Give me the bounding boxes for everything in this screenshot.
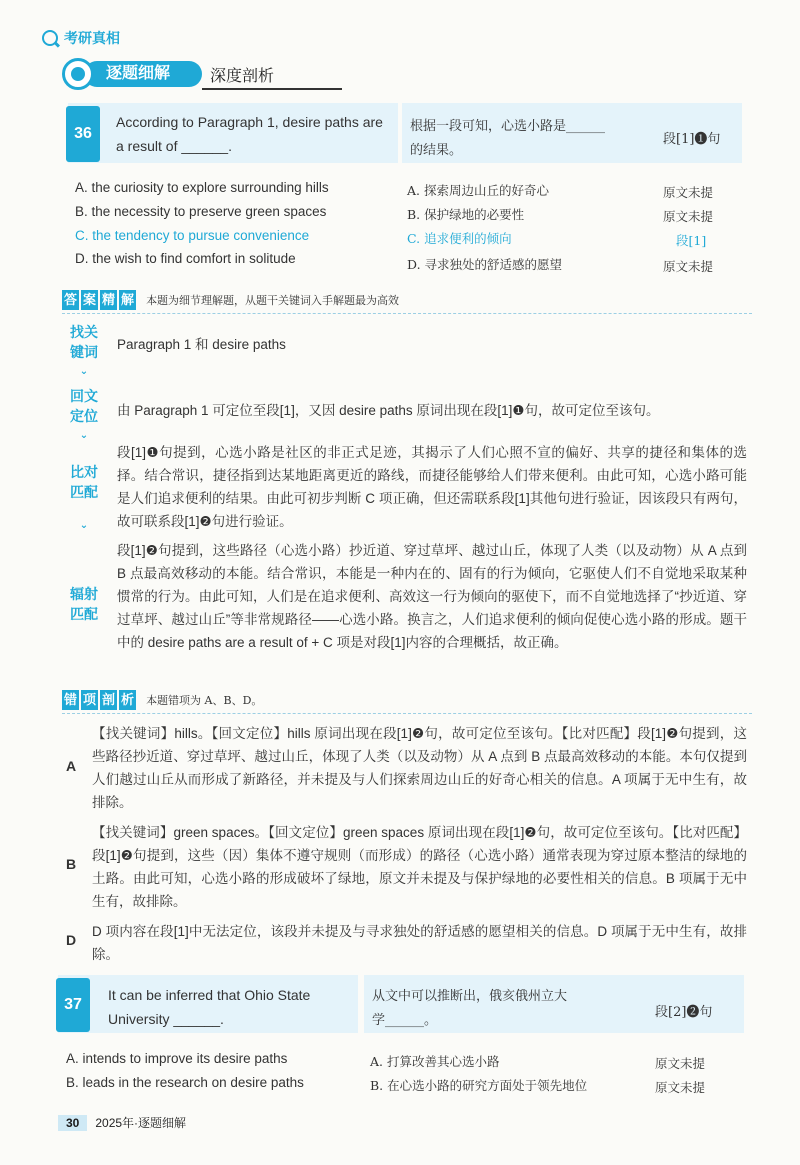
q36-stem-cn-line2: 的结果。: [410, 143, 463, 158]
step-locate-text: 由 Paragraph 1 可定位至段[1]，又因 desire paths 原词出现在段[1]❶句，故可定位至该句。: [117, 403, 660, 418]
error-d-text: D 项内容在段[1]中无法定位，该段并未提及与寻求独处的舒适感的愿望相关的信息。D 项属于无中生有，故排除。: [92, 924, 747, 962]
q37-option-b-cn: B. 在心选小路的研究方面处于领先地位: [370, 1078, 588, 1093]
step-locate-label: 回文 定位 ⌄: [68, 386, 100, 446]
chevron-down-icon: ⌄: [79, 366, 89, 377]
q36-option-b-cn: B. 保护绿地的必要性: [407, 207, 525, 222]
q37-option-a-en: A. intends to improve its desire paths: [66, 1051, 288, 1066]
answer-divider: [62, 313, 752, 314]
q37-option-a-note: 原文未提: [655, 1056, 706, 1071]
chevron-down-icon: ⌄: [79, 520, 89, 531]
error-a-text: 【找关键词】hills。【回文定位】hills 原词出现在段[1]❷句，故可定位至该句。【比对匹配】段[1]❷句提到，这些路径抄近道、穿过草坪、越过山丘，体现了人类（以及动物）从 A 点到 B 点最高效移动的本能。本句仅提到人们越过山丘从而形成了新路径，并未提及与人们探索周边山丘的好奇心相关的信息。A 项属于无中生有，故排除。: [92, 726, 747, 810]
answer-tag-4: 解: [119, 290, 136, 310]
q37-option-b-en: B. leads in the research on desire paths: [66, 1075, 304, 1090]
q37-stem-en-line2: University ______.: [108, 1011, 224, 1027]
footer-text: 2025年·逐题细解: [95, 1116, 187, 1130]
brand-header: [42, 28, 120, 48]
step-radiate-text: 段[1]❷句提到，这些路径（心选小路）抄近道、穿过草坪、越过山丘，体现了人类（以及动物）从 A 点到 B 点最高效移动的本能。结合常识，本能是一种内在的、固有的行为倾向，它驱使人们不自觉地采取某种惯常的行为。由此可知，人们是在追求便利、高效这一行为倾向的驱使下，而不自觉地选择了“抄近道、穿过草坪、越过山丘”等非常规路径——心选小路。换言之，人们追求便利的倾向促使心选小路的形成。题干中的 desire paths are a result of + C 项是对段[1]内容的合理概括，故正确。: [117, 543, 747, 650]
q36-stem-en-line2: a result of ______.: [116, 138, 232, 154]
q36-locator: 段[1]❶句: [663, 132, 721, 147]
page-footer: [58, 1114, 186, 1131]
q36-number: 36: [66, 106, 100, 162]
errors-tag-2: 项: [81, 690, 98, 710]
q37-locator: 段[2]❷句: [655, 1005, 713, 1020]
step-match-label: 比对 匹配 ⌄: [68, 462, 100, 536]
q36-option-a-en: A. the curiosity to explore surrounding hills: [75, 180, 329, 195]
q37-stem-cn-line1: 从文中可以推断出，俄亥俄州立大: [372, 989, 568, 1004]
step-keyword-text: Paragraph 1 和 desire paths: [117, 337, 286, 352]
step-keyword-label: 找关 键词 ⌄: [68, 322, 100, 382]
magnifier-icon: [62, 58, 94, 90]
errors-divider: [62, 713, 752, 714]
search-icon: [42, 30, 58, 46]
error-b-text: 【找关键词】green spaces。【回文定位】green spaces 原词出现在段[1]❷句，故可定位至该句。【比对匹配】段[1]❷句提到，这些（因）集体不遵守规则（而形成）的路径（心选小路）通常表现为穿过原本整洁的绿地的土路。由此可知，心选小路的形成破坏了绿地，原文并未提及与保护绿地的必要性相关的信息。B 项属于无中生有，故排除。: [92, 825, 747, 909]
q37-stem-en-line1: It can be inferred that Ohio State: [108, 987, 311, 1003]
banner-title: 逐题细解: [84, 61, 202, 87]
answer-tag-1: 答: [62, 290, 79, 310]
q36-stem-en-line1: According to Paragraph 1, desire paths are: [116, 114, 383, 130]
errors-tag-4: 析: [119, 690, 136, 710]
error-a-letter: A: [66, 758, 77, 774]
q37-option-b-note: 原文未提: [655, 1080, 706, 1095]
errors-note: 本题错项为 A、B、D。: [146, 694, 263, 707]
step-match-text: 段[1]❶句提到，心选小路是社区的非正式足迹，其揭示了人们心照不宣的偏好、共享的捷径和集体的选择。结合常识，捷径指到达某地距离更近的路线，而捷径能够给人们带来便利。由此可知，心选小路可能是人们追求便利的结果。由此可初步判断 C 项正确，但还需联系段[1]其他句进行验证，因该段只有两句，故可联系段[1]❷句进行验证。: [117, 445, 747, 529]
error-d-letter: D: [66, 932, 77, 948]
step-radiate-label: 辐射 匹配: [70, 586, 98, 622]
answer-tag-2: 案: [81, 290, 98, 310]
errors-section-header: [62, 690, 262, 710]
answer-note: 本题为细节理解题，从题干关键词入手解题最为高效: [146, 294, 400, 307]
q36-option-d-note: 原文未提: [663, 259, 714, 274]
q36-option-b-note: 原文未提: [663, 209, 714, 224]
q37-stem-cn-line2: 学______。: [372, 1013, 438, 1028]
q37-option-a-cn: A. 打算改善其心选小路: [370, 1054, 500, 1069]
q36-option-b-en: B. the necessity to preserve green spaces: [75, 204, 327, 219]
q36-stem-cn-line1: 根据一段可知，心选小路是______: [410, 119, 606, 134]
q36-option-c-cn: C. 追求便利的倾向: [407, 231, 512, 246]
q36-option-a-note: 原文未提: [663, 185, 714, 200]
q36-option-c-note: 段[1]: [676, 233, 707, 248]
errors-tag-1: 错: [62, 690, 79, 710]
brand-title: 考研真相: [64, 30, 120, 46]
chevron-down-icon: ⌄: [79, 430, 89, 441]
q36-option-d-en: D. the wish to find comfort in solitude: [75, 251, 296, 266]
banner-subtitle: 深度剖析: [210, 68, 275, 85]
section-banner: [62, 58, 284, 90]
q36-option-a-cn: A. 探索周边山丘的好奇心: [407, 183, 549, 198]
answer-section-header: [62, 290, 399, 310]
error-b-letter: B: [66, 856, 77, 872]
q37-number: 37: [56, 978, 90, 1032]
q36-option-c-en: C. the tendency to pursue convenience: [75, 228, 310, 243]
answer-tag-3: 精: [100, 290, 117, 310]
q36-option-d-cn: D. 寻求独处的舒适感的愿望: [407, 257, 563, 272]
banner-underline: [202, 88, 342, 90]
page-number: 30: [58, 1115, 87, 1131]
errors-tag-3: 剖: [100, 690, 117, 710]
